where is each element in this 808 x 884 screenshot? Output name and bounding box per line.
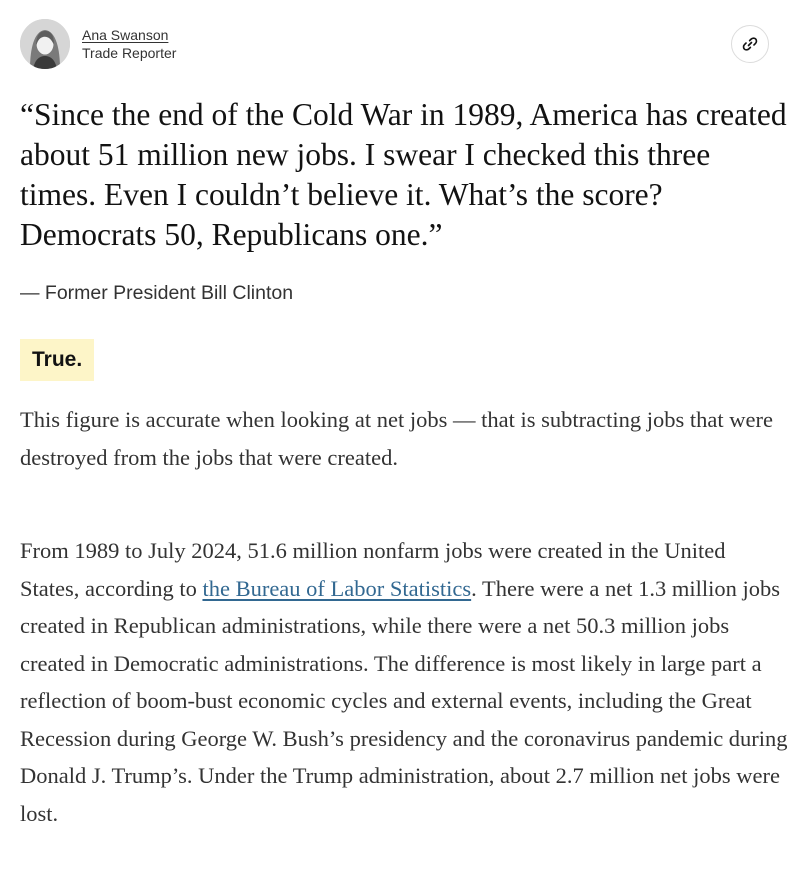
paragraph-2-text-after: . There were a net 1.3 million jobs created in Republican administrations, while there were a net 50.3 million jobs created in Democratic administrations. The difference is most likely in large part a reflection of boom-bust economic cycles and external events, including the Great Recession during George W. Bush’s presidency and the coronavirus pandemic during Donald J. Trump’s. Under the Trump administration, about 2.7 million net jobs were lost. bbox=[20, 575, 788, 826]
author-role: Trade Reporter bbox=[82, 45, 177, 61]
paragraph-2-text-before: From 1989 to July 2024, 51.6 million nonfarm jobs were created in the United States, according to bbox=[20, 538, 726, 601]
bls-source-link[interactable]: the Bureau of Labor Statistics bbox=[202, 575, 472, 601]
author-name-link[interactable]: Ana Swanson bbox=[82, 27, 169, 43]
copy-link-button[interactable] bbox=[731, 25, 769, 63]
link-icon bbox=[741, 35, 759, 53]
verdict-badge: True. bbox=[20, 339, 94, 381]
body-paragraph-1: This figure is accurate when looking at net jobs — that is subtracting jobs that were destroyed from the jobs that were created. bbox=[20, 407, 773, 470]
quote-attribution: — Former President Bill Clinton bbox=[20, 282, 294, 304]
pull-quote: “Since the end of the Cold War in 1989, America has created about 51 million new jobs. I swear I checked this three times. Even I couldn’t believe it. What’s the score? Democrats 50, Republicans one.” bbox=[20, 97, 787, 252]
author-byline bbox=[20, 19, 176, 69]
body-paragraph-2 bbox=[20, 532, 790, 832]
author-avatar[interactable] bbox=[20, 19, 70, 69]
avatar-portrait-icon bbox=[20, 19, 70, 69]
